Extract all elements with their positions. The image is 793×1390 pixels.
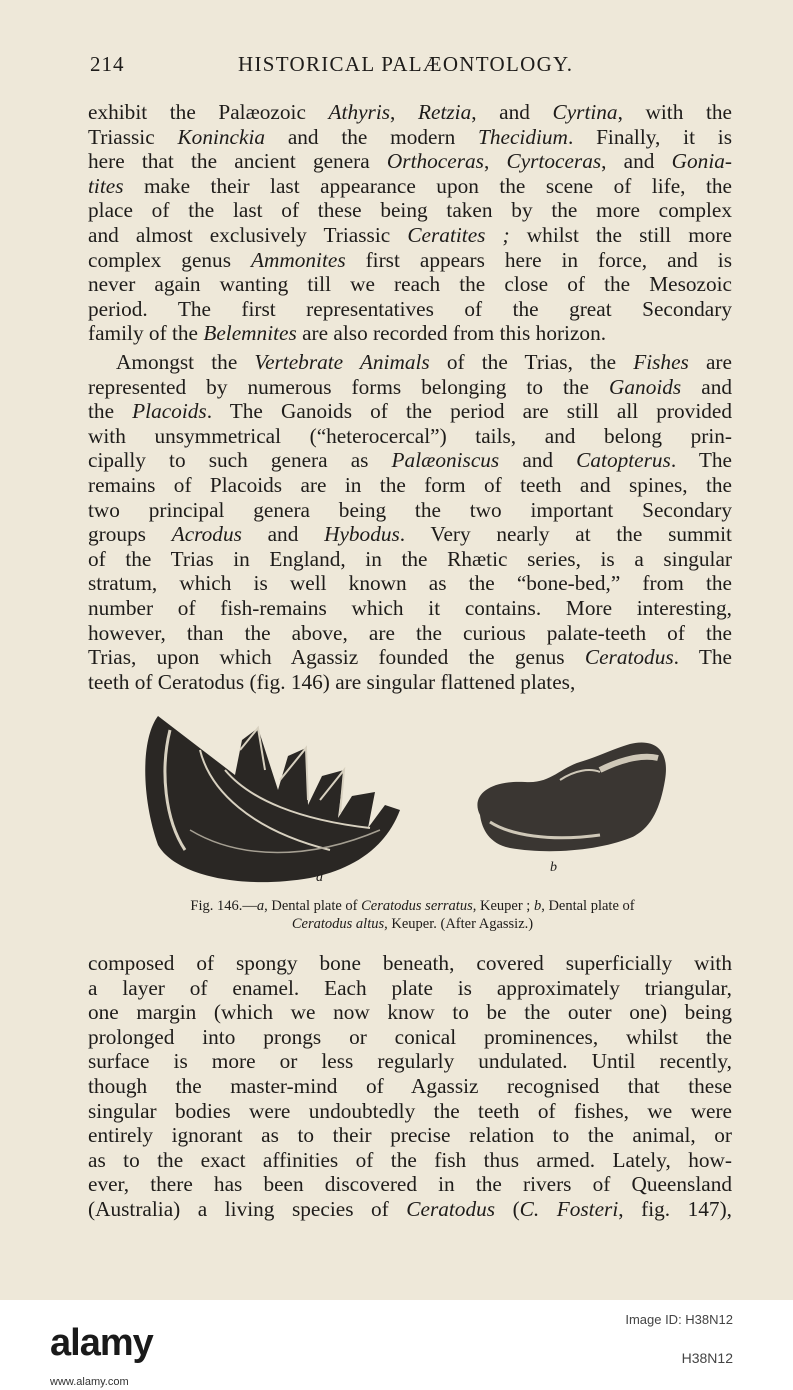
paragraph-3 [88, 951, 732, 1222]
text-line: teeth of Ceratodus (fig. 146) are singular flattened plates, [88, 669, 576, 694]
text-line: stratum, which is well known as the “bone-bed,” from the [88, 571, 732, 596]
text-line: one margin (which we now know to be the outer one) being [88, 1000, 732, 1025]
text-line: tites make their last appearance upon the scene of life, the [88, 173, 732, 198]
figure-label-a: a [316, 870, 323, 885]
text-line: prolonged into prongs or conical prominences, whilst the [88, 1024, 732, 1049]
text-line: the Placoids. The Ganoids of the period are still all provided [88, 399, 733, 424]
text-line: as to the exact affinities of the fish thus armed. Lately, how- [88, 1147, 732, 1172]
paragraph-2 [88, 350, 732, 694]
figure-146 [130, 710, 730, 890]
site-url: www.alamy.com [50, 1376, 129, 1388]
text-line: and almost exclusively Triassic Ceratites ; whilst the still more [88, 222, 732, 247]
text-line: Triassic Koninckia and the modern Thecidium. Finally, it is [88, 124, 732, 149]
text-line: represented by numerous forms belonging to the Ganoids and [88, 374, 732, 399]
figure-label-b: b [550, 860, 557, 875]
text-line: Trias, upon which Agassiz founded the genus Ceratodus. The [88, 645, 732, 670]
text-line: though the master-mind of Agassiz recognised that these [88, 1073, 732, 1098]
text-line: surface is more or less regularly undulated. Until recently, [88, 1049, 732, 1074]
text-line: however, than the above, are the curious palate-teeth of the [88, 620, 732, 645]
text-line: number of fish-remains which it contains. More interesting, [88, 595, 732, 620]
text-line: (Australia) a living species of Ceratodus (C. Fosteri, fig. 147), [88, 1196, 732, 1221]
dental-plate-b-drawing [477, 743, 666, 852]
image-code: H38N12 [681, 1350, 733, 1366]
text-line: family of the Belemnites are also recorded from this horizon. [88, 321, 607, 346]
text-line: exhibit the Palæozoic Athyris, Retzia, and Cyrtina, with the [88, 100, 732, 124]
text-line: period. The first representatives of the great Secondary [88, 296, 732, 321]
running-header [90, 52, 731, 82]
text-line: composed of spongy bone beneath, covered superficially with [88, 951, 732, 975]
dental-plate-illustration [130, 710, 730, 890]
text-line: groups Acrodus and Hybodus. Very nearly at the summit [88, 522, 732, 547]
alamy-logo: alamy [50, 1322, 153, 1364]
text-line: never again wanting till we reach the close of the Mesozoic [88, 272, 732, 297]
text-line: with unsymmetrical (“heterocercal”) tails, and belong prin- [88, 423, 732, 448]
text-line: complex genus Ammonites first appears here in force, and is [88, 247, 732, 272]
text-line: place of the last of these being taken by the more complex [88, 198, 732, 223]
text-line: of the Trias in England, in the Rhætic series, is a singular [88, 546, 732, 571]
watermark-footer [0, 1300, 793, 1390]
running-title: HISTORICAL PALÆONTOLOGY. [238, 52, 574, 76]
text-line: cipally to such genera as Palæoniscus and Catopterus. The [88, 448, 732, 473]
text-line: entirely ignorant as to their precise relation to the animal, or [88, 1123, 732, 1148]
text-line: ever, there has been discovered in the rivers of Queensland [88, 1172, 732, 1197]
figure-caption [90, 897, 735, 933]
caption-line-1: Fig. 146.—a, Dental plate of Ceratodus serratus, Keuper ; b, Dental plate of [190, 898, 635, 914]
text-line: two principal genera being the two important Secondary [88, 497, 732, 522]
text-line: singular bodies were undoubtedly the teeth of fishes, we were [88, 1098, 732, 1123]
paragraph-1 [88, 100, 732, 346]
caption-line-2: Ceratodus altus, Keuper. (After Agassiz.) [291, 916, 534, 932]
text-line: here that the ancient genera Orthoceras, Cyrtoceras, and Gonia- [88, 149, 732, 174]
text-line: a layer of enamel. Each plate is approximately triangular, [88, 975, 732, 1000]
image-id-label: Image ID: H38N12 [625, 1312, 733, 1327]
text-line: remains of Placoids are in the form of teeth and spines, the [88, 472, 732, 497]
text-line: Amongst the Vertebrate Animals of the Trias, the Fishes are [116, 350, 732, 374]
page-number: 214 [90, 52, 125, 76]
dental-plate-a-drawing [145, 716, 400, 882]
